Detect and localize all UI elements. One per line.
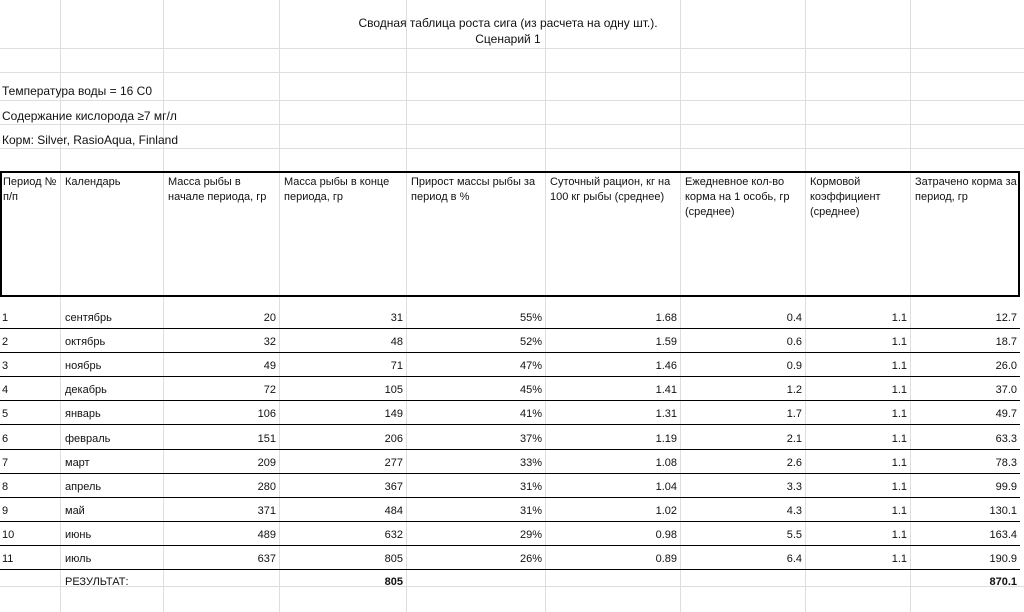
cell-mass-end: 632: [384, 528, 403, 541]
cell-feed-spent: 78.3: [995, 456, 1017, 469]
header-calendar: Календарь: [65, 176, 121, 188]
cell-daily-ration: 1.59: [655, 336, 677, 349]
result-end-mass: 805: [384, 576, 403, 588]
cell-feed-coefficient: 1.1: [891, 408, 907, 421]
cell-feed-coefficient: 1.1: [891, 360, 907, 373]
cell-period: 5: [2, 408, 9, 421]
feed-text: Корм: Silver, RasioAqua, Finland: [2, 133, 178, 147]
cell-month: июнь: [65, 528, 92, 541]
cell-mass-gain: 47%: [519, 360, 542, 373]
table-row: [0, 305, 1020, 329]
grid-row-line: [0, 72, 1024, 73]
cell-mass-gain: 29%: [519, 528, 542, 541]
cell-period: 7: [2, 456, 9, 469]
cell-mass-end: 31: [390, 312, 403, 324]
cell-feed-coefficient: 1.1: [891, 553, 907, 565]
cell-daily-ration: 1.68: [655, 312, 677, 324]
cell-mass-start: 32: [263, 336, 276, 349]
header-period: Период № п/п: [3, 176, 57, 203]
cell-month: март: [65, 456, 90, 469]
cell-feed-spent: 12.7: [995, 312, 1017, 324]
header-mass-gain: Прирост массы рыбы за период в %: [411, 176, 536, 203]
cell-mass-end: 149: [384, 408, 403, 421]
cell-mass-start: 106: [257, 408, 276, 421]
cell-mass-start: 280: [257, 480, 276, 493]
cell-daily-ration: 1.08: [655, 456, 677, 469]
cell-feed-spent: 37.0: [995, 384, 1017, 397]
cell-mass-gain: 31%: [519, 504, 542, 517]
cell-period: 2: [2, 336, 9, 349]
cell-daily-feed: 3.3: [786, 480, 802, 493]
cell-mass-start: 49: [263, 360, 276, 373]
cell-mass-gain: 41%: [519, 408, 542, 421]
cell-mass-gain: 45%: [519, 384, 542, 397]
table-row: [0, 329, 1020, 353]
header-feed-spent: Затрачено корма за период, гр: [915, 176, 1017, 203]
cell-daily-feed: 5.5: [786, 528, 802, 541]
header-daily-feed: Ежедневное кол-во корма на 1 особь, гр (среднее): [685, 176, 790, 218]
header-mass-end: Масса рыбы в конце периода, гр: [284, 176, 390, 203]
cell-period: 1: [2, 312, 9, 324]
cell-feed-spent: 49.7: [995, 408, 1017, 421]
cell-mass-start: 489: [257, 528, 276, 541]
cell-daily-ration: 0.98: [655, 528, 677, 541]
table-row: [0, 450, 1020, 474]
cell-daily-ration: 1.31: [655, 408, 677, 421]
table-row: [0, 377, 1020, 401]
table-row: [0, 426, 1020, 450]
table-subtitle: Сценарий 1: [475, 32, 541, 46]
cell-month: январь: [65, 408, 101, 421]
cell-period: 9: [2, 504, 9, 517]
cell-month: октябрь: [65, 336, 106, 349]
cell-mass-gain: 33%: [519, 456, 542, 469]
header-daily-ration: Суточный рацион, кг на 100 кг рыбы (среднее): [550, 176, 671, 203]
table-row: [0, 522, 1020, 546]
cell-daily-feed: 0.9: [786, 360, 802, 373]
cell-feed-coefficient: 1.1: [891, 336, 907, 349]
cell-mass-end: 71: [390, 360, 403, 373]
grid-row-line: [0, 100, 1024, 101]
cell-mass-end: 484: [384, 504, 403, 517]
cell-daily-ration: 1.46: [655, 360, 677, 373]
cell-feed-coefficient: 1.1: [891, 480, 907, 493]
cell-feed-spent: 63.3: [995, 432, 1017, 445]
cell-mass-start: 151: [257, 432, 276, 445]
cell-feed-coefficient: 1.1: [891, 504, 907, 517]
result-row: [0, 569, 1020, 593]
cell-daily-feed: 1.2: [786, 384, 802, 397]
result-feed-total: 870.1: [989, 576, 1017, 588]
cell-daily-feed: 6.4: [786, 553, 802, 565]
cell-month: апрель: [65, 480, 102, 493]
cell-daily-feed: 2.6: [786, 456, 802, 469]
cell-month: сентябрь: [65, 312, 112, 324]
cell-daily-ration: 1.41: [655, 384, 677, 397]
table-row: [0, 353, 1020, 377]
cell-daily-feed: 4.3: [786, 504, 802, 517]
result-label: РЕЗУЛЬТАТ:: [65, 576, 129, 588]
cell-mass-end: 105: [384, 384, 403, 397]
cell-daily-ration: 1.04: [655, 480, 677, 493]
cell-feed-coefficient: 1.1: [891, 528, 907, 541]
grid-row-line: [0, 124, 1024, 125]
cell-period: 8: [2, 480, 9, 493]
cell-daily-feed: 0.4: [786, 312, 802, 324]
cell-mass-gain: 37%: [519, 432, 542, 445]
grid-row-line: [0, 148, 1024, 149]
header-feed-coefficient: Кормовой коэффициент (среднее): [810, 176, 881, 218]
cell-period: 3: [2, 360, 9, 373]
cell-daily-feed: 1.7: [786, 408, 802, 421]
cell-daily-feed: 2.1: [786, 432, 802, 445]
cell-feed-spent: 18.7: [995, 336, 1017, 349]
cell-period: 6: [2, 432, 9, 445]
cell-feed-coefficient: 1.1: [891, 432, 907, 445]
oxygen-content-text: Содержание кислорода ≥7 мг/л: [2, 109, 177, 123]
cell-mass-start: 20: [263, 312, 276, 324]
cell-feed-coefficient: 1.1: [891, 456, 907, 469]
cell-feed-spent: 99.9: [995, 480, 1017, 493]
cell-period: 10: [2, 528, 15, 541]
cell-period: 4: [2, 384, 9, 397]
table-row: [0, 401, 1020, 425]
table-row: [0, 474, 1020, 498]
cell-month: ноябрь: [65, 360, 102, 373]
cell-daily-ration: 1.02: [655, 504, 677, 517]
cell-mass-end: 367: [384, 480, 403, 493]
cell-mass-end: 805: [384, 553, 403, 565]
cell-mass-start: 637: [257, 553, 276, 565]
cell-feed-spent: 26.0: [995, 360, 1017, 373]
table-title: Сводная таблица роста сига (из расчета на одну шт.).: [358, 16, 658, 30]
cell-mass-end: 277: [384, 456, 403, 469]
cell-mass-gain: 52%: [519, 336, 542, 349]
cell-daily-ration: 1.19: [655, 432, 677, 445]
cell-mass-start: 72: [263, 384, 276, 397]
cell-month: декабрь: [65, 384, 107, 397]
cell-mass-start: 371: [257, 504, 276, 517]
table-row: [0, 546, 1020, 570]
header-mass-start: Масса рыбы в начале периода, гр: [168, 176, 267, 203]
cell-feed-coefficient: 1.1: [891, 312, 907, 324]
cell-mass-start: 209: [257, 456, 276, 469]
cell-feed-spent: 190.9: [989, 553, 1017, 565]
cell-mass-gain: 55%: [519, 312, 542, 324]
cell-daily-feed: 0.6: [786, 336, 802, 349]
grid-row-line: [0, 48, 1024, 49]
cell-feed-spent: 163.4: [989, 528, 1017, 541]
cell-mass-gain: 31%: [519, 480, 542, 493]
cell-mass-end: 206: [384, 432, 403, 445]
cell-daily-ration: 0.89: [655, 553, 677, 565]
cell-feed-coefficient: 1.1: [891, 384, 907, 397]
cell-month: июль: [65, 553, 92, 565]
cell-month: февраль: [65, 432, 111, 445]
cell-mass-gain: 26%: [519, 553, 542, 565]
cell-feed-spent: 130.1: [989, 504, 1017, 517]
cell-month: май: [65, 504, 85, 517]
table-row: [0, 498, 1020, 522]
cell-mass-end: 48: [390, 336, 403, 349]
cell-period: 11: [2, 553, 14, 565]
water-temperature-text: Температура воды = 16 С0: [2, 84, 152, 98]
